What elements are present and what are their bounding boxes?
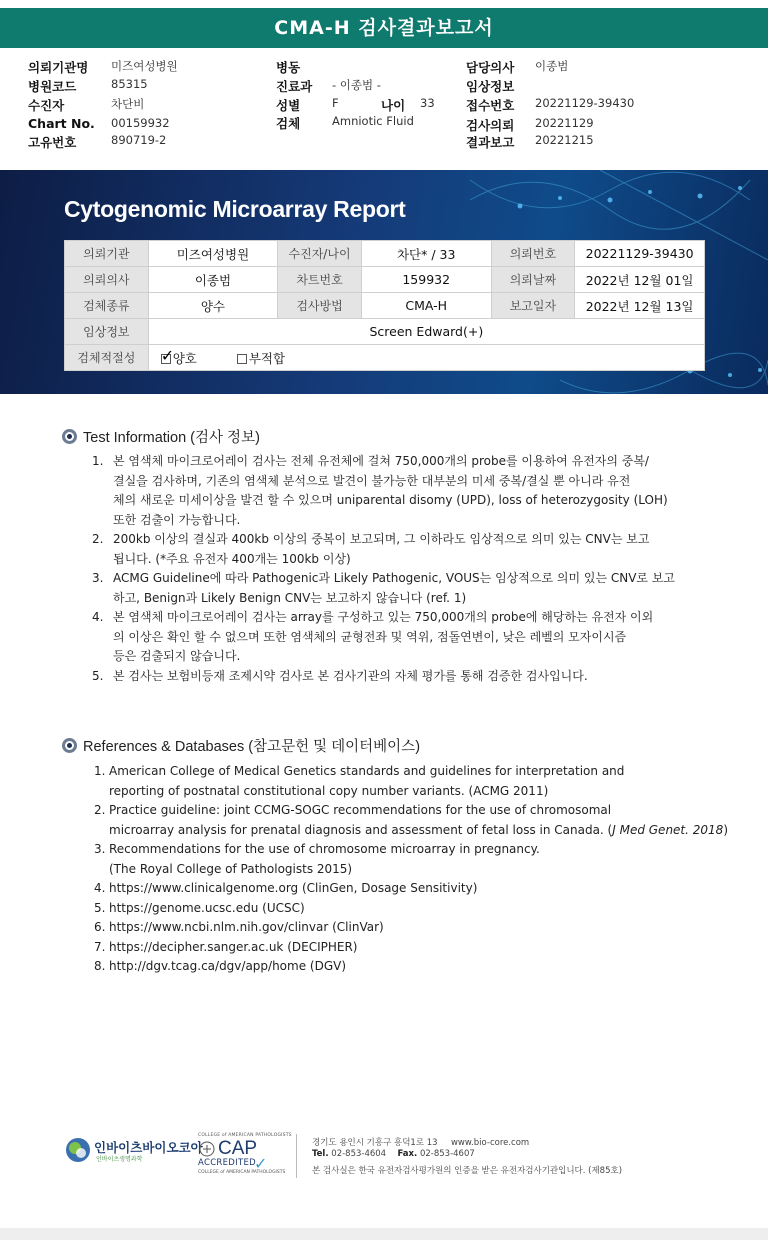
cap-logo-text: CAP (218, 1138, 258, 1159)
item-line-end: ) (723, 822, 728, 837)
table-key: 보고일자 (491, 293, 575, 319)
item-number: 3. (94, 842, 106, 856)
table-key: 임상정보 (65, 319, 149, 345)
company-logo-icon (64, 1136, 92, 1164)
value-receipt-no: 20221129-39430 (535, 96, 635, 110)
value-doctor: 이종범 (535, 59, 569, 73)
table-row (65, 319, 705, 345)
list-item (94, 899, 724, 919)
table-value: 2022년 12월 13일 (575, 293, 705, 319)
item-number: 1. (92, 454, 104, 468)
item-line: https://decipher.sanger.ac.uk (DECIPHER) (109, 939, 358, 954)
footer-divider (296, 1134, 297, 1178)
checkbox-good (160, 345, 175, 365)
table-row (65, 293, 705, 319)
label-age: 나이 (381, 98, 406, 113)
item-line: https://genome.ucsc.edu (UCSC) (109, 900, 305, 915)
item-number: 6. (94, 920, 106, 934)
cap-emblem-icon (199, 1141, 215, 1157)
company-name: 인바이츠바이오코아 (94, 1140, 203, 1155)
table-row (65, 345, 705, 371)
item-line: American College of Medical Genetics standards and guidelines for interpretation and (109, 764, 625, 778)
item-line: http://dgv.tcag.ca/dgv/app/home (DGV) (109, 959, 347, 973)
journal-name: J Med Genet. 2018 (612, 822, 724, 837)
list-item (94, 957, 724, 977)
value-age: 33 (420, 96, 435, 110)
cap-bottom-text: COLLEGE of AMERICAN PATHOLOGISTS (198, 1170, 286, 1175)
clinical-info-value: Screen Edward(+) (148, 319, 704, 345)
item-number: 8. (94, 959, 106, 973)
table-value: 양수 (148, 293, 278, 319)
value-hospital-code: 85315 (111, 77, 148, 91)
value-request-date: 20221129 (535, 116, 594, 130)
item-line: Recommendations for the use of chromosome microarray in pregnancy. (109, 842, 540, 856)
table-value: CMA-H (361, 293, 491, 319)
label-specimen: 검체 (276, 116, 301, 131)
list-item (94, 840, 724, 879)
checkmark-icon: ✓ (160, 345, 175, 365)
references-list (94, 762, 728, 977)
test-info-heading (62, 426, 260, 447)
value-chart-no: 00159932 (111, 116, 170, 130)
label-receipt-no: 접수번호 (466, 98, 515, 113)
footer (0, 1128, 768, 1188)
label-clinical-info: 임상정보 (466, 79, 515, 94)
item-line: 등은 검출되지 않습니다. (113, 649, 241, 663)
label-requesting-hospital: 의뢰기관명 (28, 60, 89, 75)
label-unique-id: 고유번호 (28, 135, 77, 150)
value-department: - 이종범 - (332, 78, 381, 92)
item-line (109, 821, 728, 841)
list-item (94, 801, 728, 840)
item-line-text: microarray analysis for prenatal diagnosis and assessment of fetal loss in Canada. ( (109, 822, 613, 837)
table-key: 검체종류 (65, 293, 149, 319)
report-banner (0, 170, 768, 394)
table-value: 20221129-39430 (575, 241, 705, 267)
list-item (92, 569, 710, 608)
value-requesting-hospital: 미즈여성병원 (111, 59, 178, 73)
list-item (94, 938, 724, 958)
section-bullet-icon (62, 429, 77, 444)
report-main-title: Cytogenomic Microarray Report (64, 196, 406, 222)
address: 경기도 용인시 기흥구 흥덕1로 13 (312, 1138, 438, 1148)
item-line: 결실을 검사하며, 기존의 염색체 분석으로 발견이 불가능한 대부분의 미세 중복/결실 뿐 아니라 유전 (113, 473, 631, 488)
company-subname: 인바이츠생명과학 (96, 1156, 143, 1163)
cap-top-text: COLLEGE of AMERICAN PATHOLOGISTS (198, 1133, 292, 1138)
table-key: 의뢰기관 (65, 241, 149, 267)
list-item (94, 762, 724, 801)
item-number: 4. (92, 610, 104, 624)
list-item (92, 452, 710, 530)
table-value: 이종범 (148, 267, 278, 293)
item-line: 200kb 이상의 결실과 400kb 이상의 중복이 보고되며, 그 이하라도 임상적으로 의미 있는 CNV는 보고 (113, 532, 650, 546)
cap-accredited-text: ACCREDITED (198, 1158, 256, 1168)
fax-number: 02-853-4607 (419, 1149, 475, 1159)
test-info-title: Test Information (검사 정보) (83, 430, 260, 446)
table-key: 검체적절성 (65, 345, 149, 371)
table-row (65, 267, 705, 293)
item-line: 본 염색체 마이크로어레이 검사는 전체 유전체에 걸쳐 750,000개의 probe를 이용하여 유전자의 중복/ (113, 454, 649, 468)
table-key: 차트번호 (278, 267, 362, 293)
item-line: (The Royal College of Pathologists 2015) (109, 861, 353, 876)
checkbox-inadequate (237, 354, 247, 364)
table-value: 159932 (361, 267, 491, 293)
value-result-date: 20221215 (535, 133, 594, 147)
test-info-list (92, 452, 710, 686)
item-line: 본 염색체 마이크로어레이 검사는 array를 구성하고 있는 750,000개의 probe에 해당하는 유전자 이외 (113, 610, 654, 624)
footer-contact-line (312, 1149, 475, 1159)
table-key: 의뢰번호 (491, 241, 575, 267)
label-request-date: 검사의뢰 (466, 118, 515, 133)
table-value: 2022년 12월 01일 (575, 267, 705, 293)
list-item (94, 879, 724, 899)
table-row (65, 241, 705, 267)
item-line: 또한 검출이 가능합니다. (113, 512, 241, 527)
item-line: 체의 새로운 미세이상을 발견 할 수 있으며 uniparental disomy (UPD), loss of heterozygosity (LOH) (113, 493, 668, 507)
footer-certification-note: 본 검사실은 한국 유전자검사평가원의 인증을 받은 유전자검사기관입니다. (제85호) (312, 1166, 623, 1176)
report-title-bar: CMA-H 검사결과보고서 (0, 8, 768, 48)
tel-number: 02-853-4604 (331, 1149, 387, 1159)
list-item (92, 608, 710, 667)
references-title: References & Databases (참고문헌 및 데이터베이스) (83, 739, 421, 755)
label-department: 진료과 (276, 79, 313, 94)
item-line: 본 검사는 보험비등재 조제시약 검사로 본 검사기관의 자체 평가를 통해 검증한 검사입니다. (113, 668, 588, 683)
table-value: 미즈여성병원 (148, 241, 278, 267)
label-result-date: 결과보고 (466, 135, 515, 150)
cap-check-icon: ✓ (254, 1154, 268, 1173)
item-line: reporting of postnatal constitutional copy number variants. (ACMG 2011) (109, 783, 549, 798)
value-unique-id: 890719-2 (111, 133, 167, 147)
table-key: 의뢰의사 (65, 267, 149, 293)
value-specimen: Amniotic Fluid (332, 114, 414, 128)
item-number: 2. (94, 803, 106, 817)
table-key: 검사방법 (278, 293, 362, 319)
item-number: 5. (92, 668, 104, 683)
value-patient: 차단비 (111, 97, 145, 111)
table-key: 수진자/나이 (278, 241, 362, 267)
tel-label: Tel. (312, 1149, 329, 1159)
item-line: Practice guideline: joint CCMG-SOGC recommendations for the use of chromosomal (109, 803, 612, 817)
table-value: 차단* / 33 (361, 241, 491, 267)
label-chart-no: Chart No. (28, 116, 95, 131)
adequacy-bad-label: 부적합 (248, 350, 286, 366)
item-number: 3. (92, 571, 104, 585)
label-patient: 수진자 (28, 98, 65, 113)
item-number: 7. (94, 939, 106, 954)
list-item (92, 667, 710, 687)
value-sex: F (332, 96, 339, 110)
item-line: 하고, Benign과 Likely Benign CNV는 보고하지 않습니다 (ref. 1) (113, 590, 467, 605)
item-line: ACMG Guideline에 따라 Pathogenic과 Likely Pathogenic, VOUS는 임상적으로 의미 있는 CNV로 보고 (113, 571, 676, 585)
item-number: 1. (94, 764, 106, 778)
label-doctor: 담당의사 (466, 60, 515, 75)
list-item (92, 530, 710, 569)
adequacy-good-label: 양호 (172, 350, 197, 366)
patient-header (0, 56, 768, 156)
references-heading (62, 735, 420, 756)
item-number: 5. (94, 900, 106, 915)
bottom-strip (0, 1228, 768, 1240)
label-hospital-code: 병원코드 (28, 79, 77, 94)
item-line: https://www.ncbi.nlm.nih.gov/clinvar (ClinVar) (109, 920, 384, 934)
table-key: 의뢰날짜 (491, 267, 575, 293)
item-line: https://www.clinicalgenome.org (ClinGen, Dosage Sensitivity) (109, 881, 478, 895)
item-number: 2. (92, 532, 104, 546)
footer-address-line (312, 1136, 529, 1148)
fax-label: Fax. (397, 1149, 418, 1159)
label-sex: 성별 (276, 98, 301, 113)
list-item (94, 918, 724, 938)
item-line: 됩니다. (*주요 유전자 400개는 100kb 이상) (113, 551, 351, 566)
label-ward: 병동 (276, 60, 301, 75)
item-number: 4. (94, 881, 106, 895)
item-line: 의 이상은 확인 할 수 없으며 또한 염색체의 균형전좌 및 역위, 점돌연변이, 낮은 레벨의 모자이시즘 (113, 629, 627, 644)
report-summary-table (64, 240, 705, 371)
website: www.bio-core.com (450, 1138, 530, 1148)
section-bullet-icon (62, 738, 77, 753)
specimen-adequacy (148, 345, 704, 371)
